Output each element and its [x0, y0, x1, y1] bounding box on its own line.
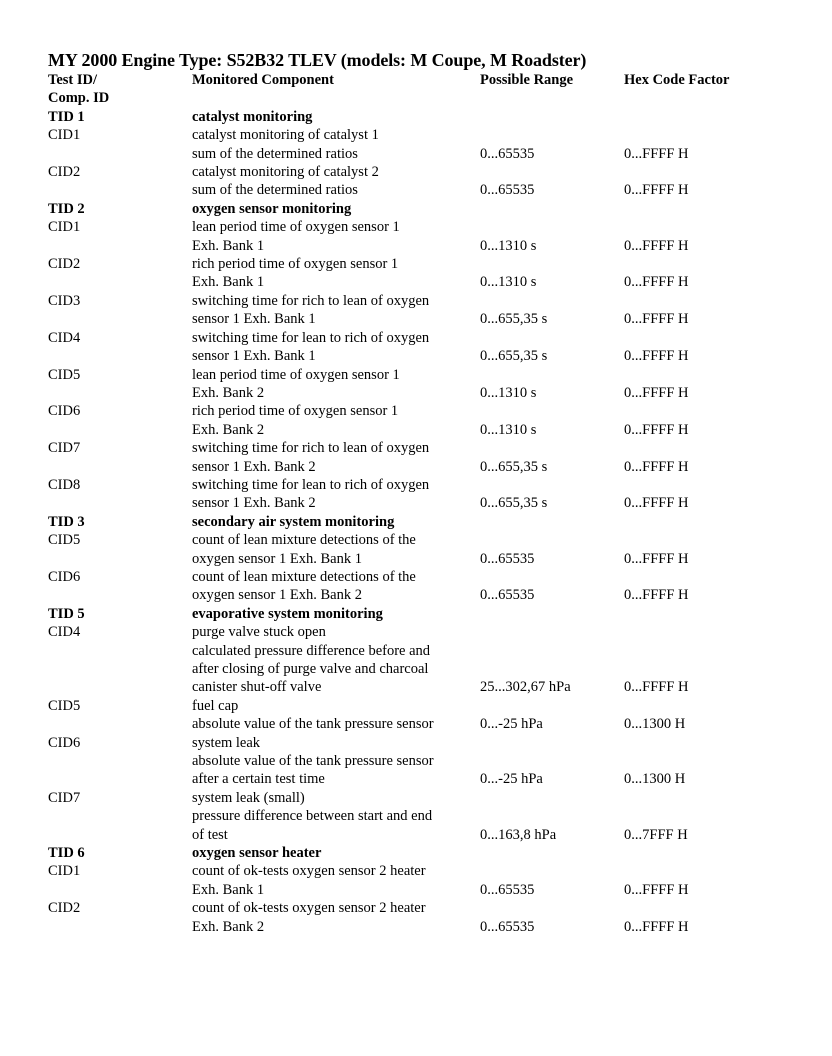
component-cell: switching time for lean to rich of oxygen — [192, 476, 430, 493]
id-cell: CID1 — [48, 219, 81, 236]
hex-factor-cell — [624, 108, 804, 126]
table-row — [48, 126, 808, 144]
hex-factor-cell: 0...FFFF H — [624, 587, 689, 604]
hex-factor-cell — [624, 605, 804, 623]
id-cell: CID6 — [48, 403, 81, 420]
hex-factor-cell: 0...FFFF H — [624, 274, 689, 291]
monitoring-table — [48, 71, 808, 936]
id-cell: CID4 — [48, 329, 81, 346]
table-row — [48, 494, 808, 512]
id-cell — [48, 770, 192, 788]
id-cell — [48, 310, 192, 328]
range-cell — [480, 89, 624, 107]
component-cell: Exh. Bank 2 — [192, 384, 265, 401]
id-cell — [48, 826, 192, 844]
component-cell: oxygen sensor 1 Exh. Bank 1 — [192, 550, 362, 567]
table-row — [48, 550, 808, 568]
hex-factor-cell — [624, 89, 804, 107]
test-id-row — [48, 605, 808, 623]
hex-factor-cell — [624, 218, 804, 236]
id-cell: TID 3 — [48, 513, 85, 530]
range-cell: 0...65535 — [480, 918, 535, 935]
id-cell — [48, 145, 192, 163]
table-row — [48, 715, 808, 733]
id-cell: Test ID/ — [48, 72, 98, 88]
component-cell: catalyst monitoring — [192, 108, 313, 125]
table-header-row — [48, 71, 808, 89]
hex-factor-cell: 0...1300 H — [624, 771, 686, 788]
id-cell: CID7 — [48, 789, 81, 806]
table-row — [48, 421, 808, 439]
table-row — [48, 789, 808, 807]
id-cell: CID2 — [48, 164, 81, 181]
hex-factor-cell — [624, 366, 804, 384]
range-cell — [480, 862, 624, 880]
hex-factor-cell — [624, 402, 804, 420]
table-row — [48, 218, 808, 236]
component-cell: rich period time of oxygen sensor 1 — [192, 256, 399, 273]
table-row — [48, 255, 808, 273]
hex-factor-cell — [624, 844, 804, 862]
range-cell: 0...1310 s — [480, 274, 537, 291]
table-header-row — [48, 89, 808, 107]
hex-factor-cell — [624, 642, 804, 660]
range-cell — [480, 697, 624, 715]
range-cell — [480, 292, 624, 310]
id-cell: CID2 — [48, 256, 81, 273]
id-cell — [48, 715, 192, 733]
table-row — [48, 752, 808, 770]
range-cell — [480, 734, 624, 752]
hex-factor-cell: 0...FFFF H — [624, 348, 689, 365]
component-cell: count of ok-tests oxygen sensor 2 heater — [192, 863, 426, 880]
hex-factor-cell — [624, 752, 804, 770]
range-cell — [480, 439, 624, 457]
range-cell — [480, 531, 624, 549]
id-cell — [48, 458, 192, 476]
id-cell: CID6 — [48, 734, 81, 751]
id-cell — [48, 421, 192, 439]
id-cell — [48, 642, 192, 660]
table-row — [48, 678, 808, 696]
hex-factor-cell — [624, 329, 804, 347]
id-cell: TID 5 — [48, 605, 85, 622]
range-cell — [480, 623, 624, 641]
table-row — [48, 660, 808, 678]
component-cell: absolute value of the tank pressure sensor — [192, 753, 434, 770]
table-row — [48, 568, 808, 586]
table-row — [48, 862, 808, 880]
table-row — [48, 918, 808, 936]
range-cell: 25...302,67 hPa — [480, 679, 571, 696]
hex-factor-cell — [624, 568, 804, 586]
component-cell: sensor 1 Exh. Bank 1 — [192, 311, 316, 328]
component-cell: after closing of purge valve and charcoal — [192, 661, 429, 677]
range-cell: 0...-25 hPa — [480, 771, 543, 788]
table-row — [48, 899, 808, 917]
id-cell — [48, 181, 192, 199]
component-cell: switching time for rich to lean of oxygen — [192, 440, 430, 457]
range-cell: 0...1310 s — [480, 237, 537, 254]
table-row — [48, 531, 808, 549]
table-row — [48, 770, 808, 788]
id-cell — [48, 807, 192, 825]
range-cell — [480, 126, 624, 144]
id-cell: CID8 — [48, 476, 81, 493]
hex-factor-cell — [624, 126, 804, 144]
id-cell — [48, 384, 192, 402]
component-cell: Exh. Bank 1 — [192, 881, 265, 898]
hex-factor-cell — [624, 899, 804, 917]
id-cell — [48, 660, 192, 678]
range-cell: Possible Range — [480, 72, 574, 88]
component-cell: sum of the determined ratios — [192, 182, 358, 199]
hex-factor-cell — [624, 789, 804, 807]
id-cell — [48, 273, 192, 291]
document-page — [48, 49, 808, 936]
range-cell: 0...65535 — [480, 145, 535, 162]
hex-factor-cell — [624, 255, 804, 273]
component-cell: count of lean mixture detections of the — [192, 532, 416, 549]
component-cell: switching time for lean to rich of oxygen — [192, 329, 430, 346]
table-row — [48, 586, 808, 604]
hex-factor-cell — [624, 660, 804, 678]
hex-factor-cell: Hex Code Factor — [624, 72, 730, 88]
component-cell: Exh. Bank 1 — [192, 237, 265, 254]
id-cell: CID5 — [48, 697, 81, 714]
component-cell: oxygen sensor heater — [192, 845, 322, 862]
hex-factor-cell: 0...FFFF H — [624, 550, 689, 567]
component-cell: fuel cap — [192, 697, 239, 714]
id-cell: CID3 — [48, 292, 81, 309]
hex-factor-cell: 0...1300 H — [624, 716, 686, 733]
range-cell — [480, 642, 624, 660]
table-row — [48, 826, 808, 844]
range-cell — [480, 200, 624, 218]
hex-factor-cell: 0...FFFF H — [624, 421, 689, 438]
range-cell — [480, 807, 624, 825]
id-cell: TID 6 — [48, 845, 85, 862]
hex-factor-cell — [624, 862, 804, 880]
id-cell — [48, 550, 192, 568]
hex-factor-cell: 0...FFFF H — [624, 918, 689, 935]
hex-factor-cell — [624, 697, 804, 715]
component-cell: evaporative system monitoring — [192, 605, 383, 622]
component-cell: after a certain test time — [192, 771, 325, 788]
component-cell: lean period time of oxygen sensor 1 — [192, 219, 400, 236]
component-cell: sum of the determined ratios — [192, 145, 358, 162]
component-cell: catalyst monitoring of catalyst 2 — [192, 164, 379, 181]
component-cell: lean period time of oxygen sensor 1 — [192, 366, 400, 383]
table-row — [48, 145, 808, 163]
range-cell — [480, 899, 624, 917]
table-row — [48, 181, 808, 199]
hex-factor-cell — [624, 292, 804, 310]
hex-factor-cell — [624, 807, 804, 825]
id-cell: CID6 — [48, 568, 81, 585]
table-row — [48, 237, 808, 255]
table-row — [48, 476, 808, 494]
range-cell — [480, 752, 624, 770]
table-row — [48, 163, 808, 181]
id-cell: CID5 — [48, 366, 81, 383]
id-cell: CID7 — [48, 440, 81, 457]
component-cell — [192, 89, 480, 107]
component-cell: Exh. Bank 1 — [192, 274, 265, 291]
hex-factor-cell — [624, 623, 804, 641]
component-cell: catalyst monitoring of catalyst 1 — [192, 127, 379, 144]
range-cell: 0...65535 — [480, 550, 535, 567]
test-id-row — [48, 108, 808, 126]
hex-factor-cell: 0...FFFF H — [624, 384, 689, 401]
range-cell — [480, 255, 624, 273]
component-cell: calculated pressure difference before and — [192, 642, 431, 659]
hex-factor-cell: 0...7FFF H — [624, 826, 688, 843]
component-cell: Exh. Bank 2 — [192, 421, 265, 438]
table-row — [48, 292, 808, 310]
hex-factor-cell: 0...FFFF H — [624, 458, 689, 475]
hex-factor-cell: 0...FFFF H — [624, 237, 689, 254]
table-row — [48, 439, 808, 457]
hex-factor-cell: 0...FFFF H — [624, 311, 689, 328]
component-cell: of test — [192, 826, 228, 843]
table-row — [48, 623, 808, 641]
component-cell: absolute value of the tank pressure sensor — [192, 716, 434, 733]
hex-factor-cell — [624, 513, 804, 531]
component-cell: purge valve stuck open — [192, 624, 326, 641]
range-cell — [480, 366, 624, 384]
range-cell — [480, 568, 624, 586]
hex-factor-cell: 0...FFFF H — [624, 881, 689, 898]
id-cell — [48, 881, 192, 899]
table-row — [48, 881, 808, 899]
table-row — [48, 807, 808, 825]
id-cell: TID 2 — [48, 200, 85, 217]
component-cell: oxygen sensor monitoring — [192, 200, 352, 217]
range-cell: 0...1310 s — [480, 421, 537, 438]
test-id-row — [48, 513, 808, 531]
id-cell — [48, 678, 192, 696]
id-cell: Comp. ID — [48, 90, 110, 107]
hex-factor-cell — [624, 163, 804, 181]
test-id-row — [48, 200, 808, 218]
table-row — [48, 734, 808, 752]
id-cell: TID 1 — [48, 108, 85, 125]
component-cell: secondary air system monitoring — [192, 513, 395, 530]
component-cell: Monitored Component — [192, 72, 334, 88]
table-row — [48, 347, 808, 365]
table-row — [48, 329, 808, 347]
table-row — [48, 310, 808, 328]
test-id-row — [48, 844, 808, 862]
component-cell: canister shut-off valve — [192, 679, 322, 696]
hex-factor-cell — [624, 439, 804, 457]
range-cell: 0...655,35 s — [480, 495, 548, 512]
id-cell: CID1 — [48, 863, 81, 880]
component-cell: switching time for rich to lean of oxygen — [192, 292, 430, 309]
hex-factor-cell — [624, 476, 804, 494]
table-row — [48, 458, 808, 476]
id-cell — [48, 752, 192, 770]
component-cell: sensor 1 Exh. Bank 2 — [192, 495, 316, 512]
page-title: MY 2000 Engine Type: S52B32 TLEV (models: M Coupe, M Roadster) — [48, 50, 587, 70]
range-cell: 0...163,8 hPa — [480, 826, 557, 843]
hex-factor-cell — [624, 531, 804, 549]
id-cell — [48, 586, 192, 604]
id-cell: CID2 — [48, 900, 81, 917]
component-cell: pressure difference between start and end — [192, 808, 433, 825]
component-cell: oxygen sensor 1 Exh. Bank 2 — [192, 587, 362, 604]
hex-factor-cell: 0...FFFF H — [624, 495, 689, 512]
hex-factor-cell: 0...FFFF H — [624, 182, 689, 199]
component-cell: system leak (small) — [192, 789, 305, 806]
hex-factor-cell: 0...FFFF H — [624, 679, 689, 696]
range-cell: 0...655,35 s — [480, 311, 548, 328]
range-cell: 0...1310 s — [480, 384, 537, 401]
range-cell — [480, 402, 624, 420]
hex-factor-cell — [624, 200, 804, 218]
id-cell — [48, 494, 192, 512]
id-cell: CID1 — [48, 127, 81, 144]
table-row — [48, 642, 808, 660]
range-cell — [480, 163, 624, 181]
range-cell — [480, 789, 624, 807]
range-cell — [480, 476, 624, 494]
range-cell — [480, 108, 624, 126]
range-cell: 0...65535 — [480, 182, 535, 199]
table-row — [48, 697, 808, 715]
range-cell — [480, 329, 624, 347]
range-cell: 0...655,35 s — [480, 348, 548, 365]
component-cell: count of ok-tests oxygen sensor 2 heater — [192, 900, 426, 917]
table-row — [48, 366, 808, 384]
component-cell: sensor 1 Exh. Bank 2 — [192, 458, 316, 475]
hex-factor-cell — [624, 734, 804, 752]
range-cell — [480, 660, 624, 678]
range-cell: 0...-25 hPa — [480, 716, 543, 733]
component-cell: rich period time of oxygen sensor 1 — [192, 403, 399, 420]
component-cell: count of lean mixture detections of the — [192, 568, 416, 585]
range-cell: 0...65535 — [480, 881, 535, 898]
table-row — [48, 384, 808, 402]
component-cell: system leak — [192, 734, 261, 751]
id-cell: CID5 — [48, 532, 81, 549]
table-row — [48, 273, 808, 291]
range-cell: 0...655,35 s — [480, 458, 548, 475]
component-cell: sensor 1 Exh. Bank 1 — [192, 348, 316, 365]
range-cell — [480, 218, 624, 236]
range-cell: 0...65535 — [480, 587, 535, 604]
id-cell — [48, 918, 192, 936]
table-row — [48, 402, 808, 420]
id-cell — [48, 237, 192, 255]
hex-factor-cell: 0...FFFF H — [624, 145, 689, 162]
id-cell — [48, 347, 192, 365]
range-cell — [480, 605, 624, 623]
range-cell — [480, 513, 624, 531]
range-cell — [480, 844, 624, 862]
component-cell: Exh. Bank 2 — [192, 918, 265, 935]
id-cell: CID4 — [48, 624, 81, 641]
